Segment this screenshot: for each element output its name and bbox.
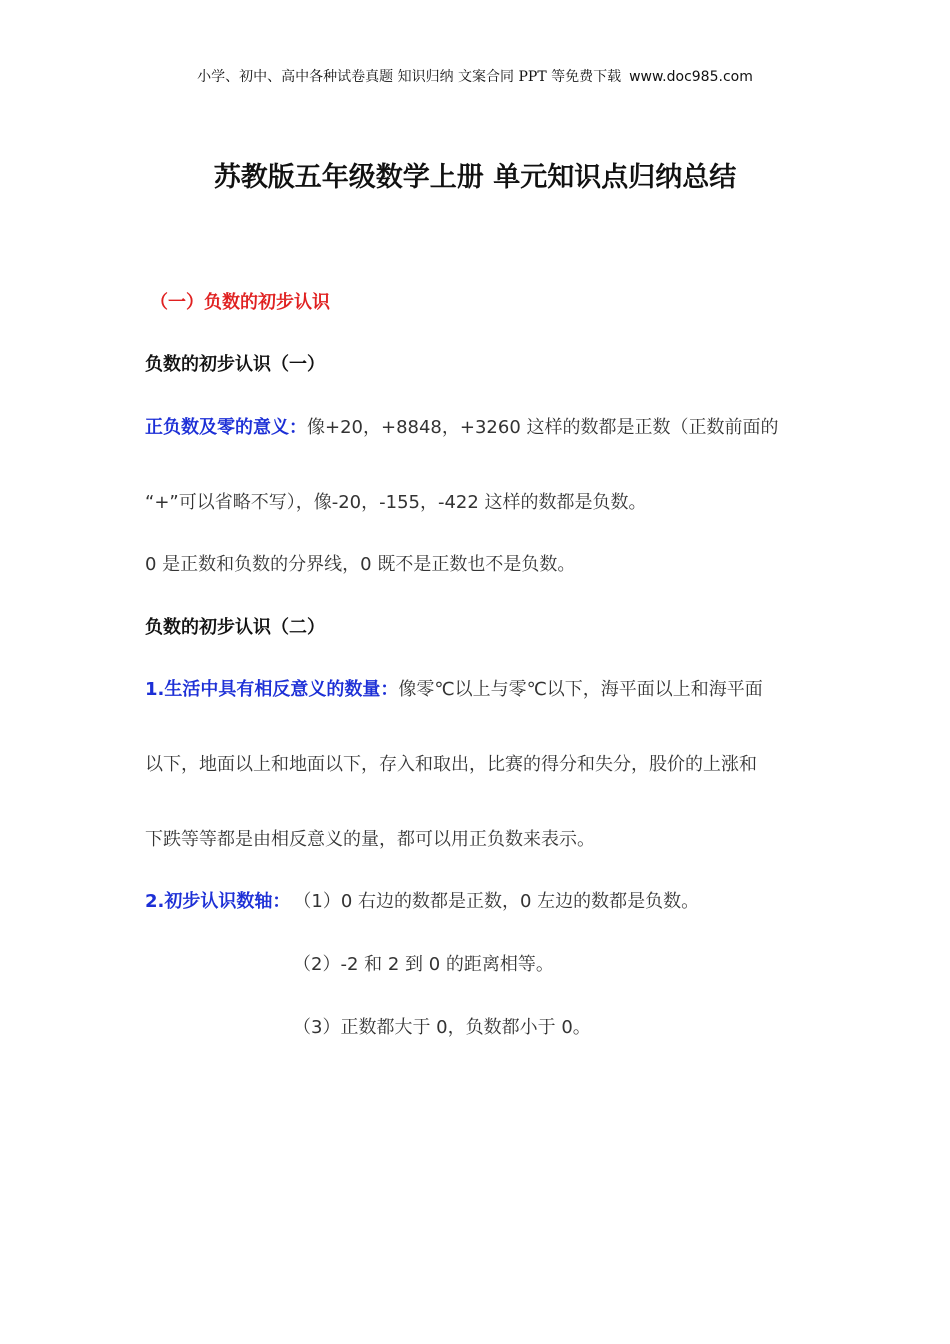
subsection-heading-1: 负数的初步认识（一）	[145, 354, 325, 375]
paragraph-line: “+”可以省略不写），像-20，-155，-422 这样的数都是负数。	[145, 492, 647, 513]
header-text: 小学、初中、高中各种试卷真题 知识归纳 文案合同 PPT 等免费下载	[197, 69, 622, 85]
subsection-heading-2: 负数的初步认识（二）	[145, 617, 325, 638]
paragraph-line	[145, 890, 699, 914]
list-item: （2）-2 和 2 到 0 的距离相等。	[293, 954, 554, 975]
paragraph-text: 像+20，+8848，+3260 这样的数都是正数（正数前面的	[307, 417, 779, 438]
page-header	[0, 66, 950, 86]
section-heading: （一）负数的初步认识	[150, 292, 330, 313]
term-label: 1.生活中具有相反意义的数量：	[145, 679, 399, 700]
term-label: 正负数及零的意义：	[145, 417, 307, 438]
paragraph-text: 像零℃以上与零℃以下，海平面以上和海平面	[398, 679, 763, 700]
term-label: 2.初步认识数轴：	[145, 891, 291, 912]
paragraph-line	[145, 678, 763, 702]
paragraph-line	[145, 416, 779, 440]
paragraph-line: 0 是正数和负数的分界线，0 既不是正数也不是负数。	[145, 554, 576, 575]
paragraph-line: 下跌等等都是由相反意义的量，都可以用正负数来表示。	[145, 829, 595, 850]
paragraph-line: 以下，地面以上和地面以下，存入和取出，比赛的得分和失分，股价的上涨和	[145, 754, 757, 775]
list-item: （3）正数都大于 0，负数都小于 0。	[293, 1017, 591, 1038]
header-url[interactable]: www.doc985.com	[629, 69, 753, 85]
list-item: （1）0 右边的数都是正数，0 左边的数都是负数。	[302, 891, 700, 912]
document-title: 苏教版五年级数学上册 单元知识点归纳总结	[213, 162, 737, 193]
